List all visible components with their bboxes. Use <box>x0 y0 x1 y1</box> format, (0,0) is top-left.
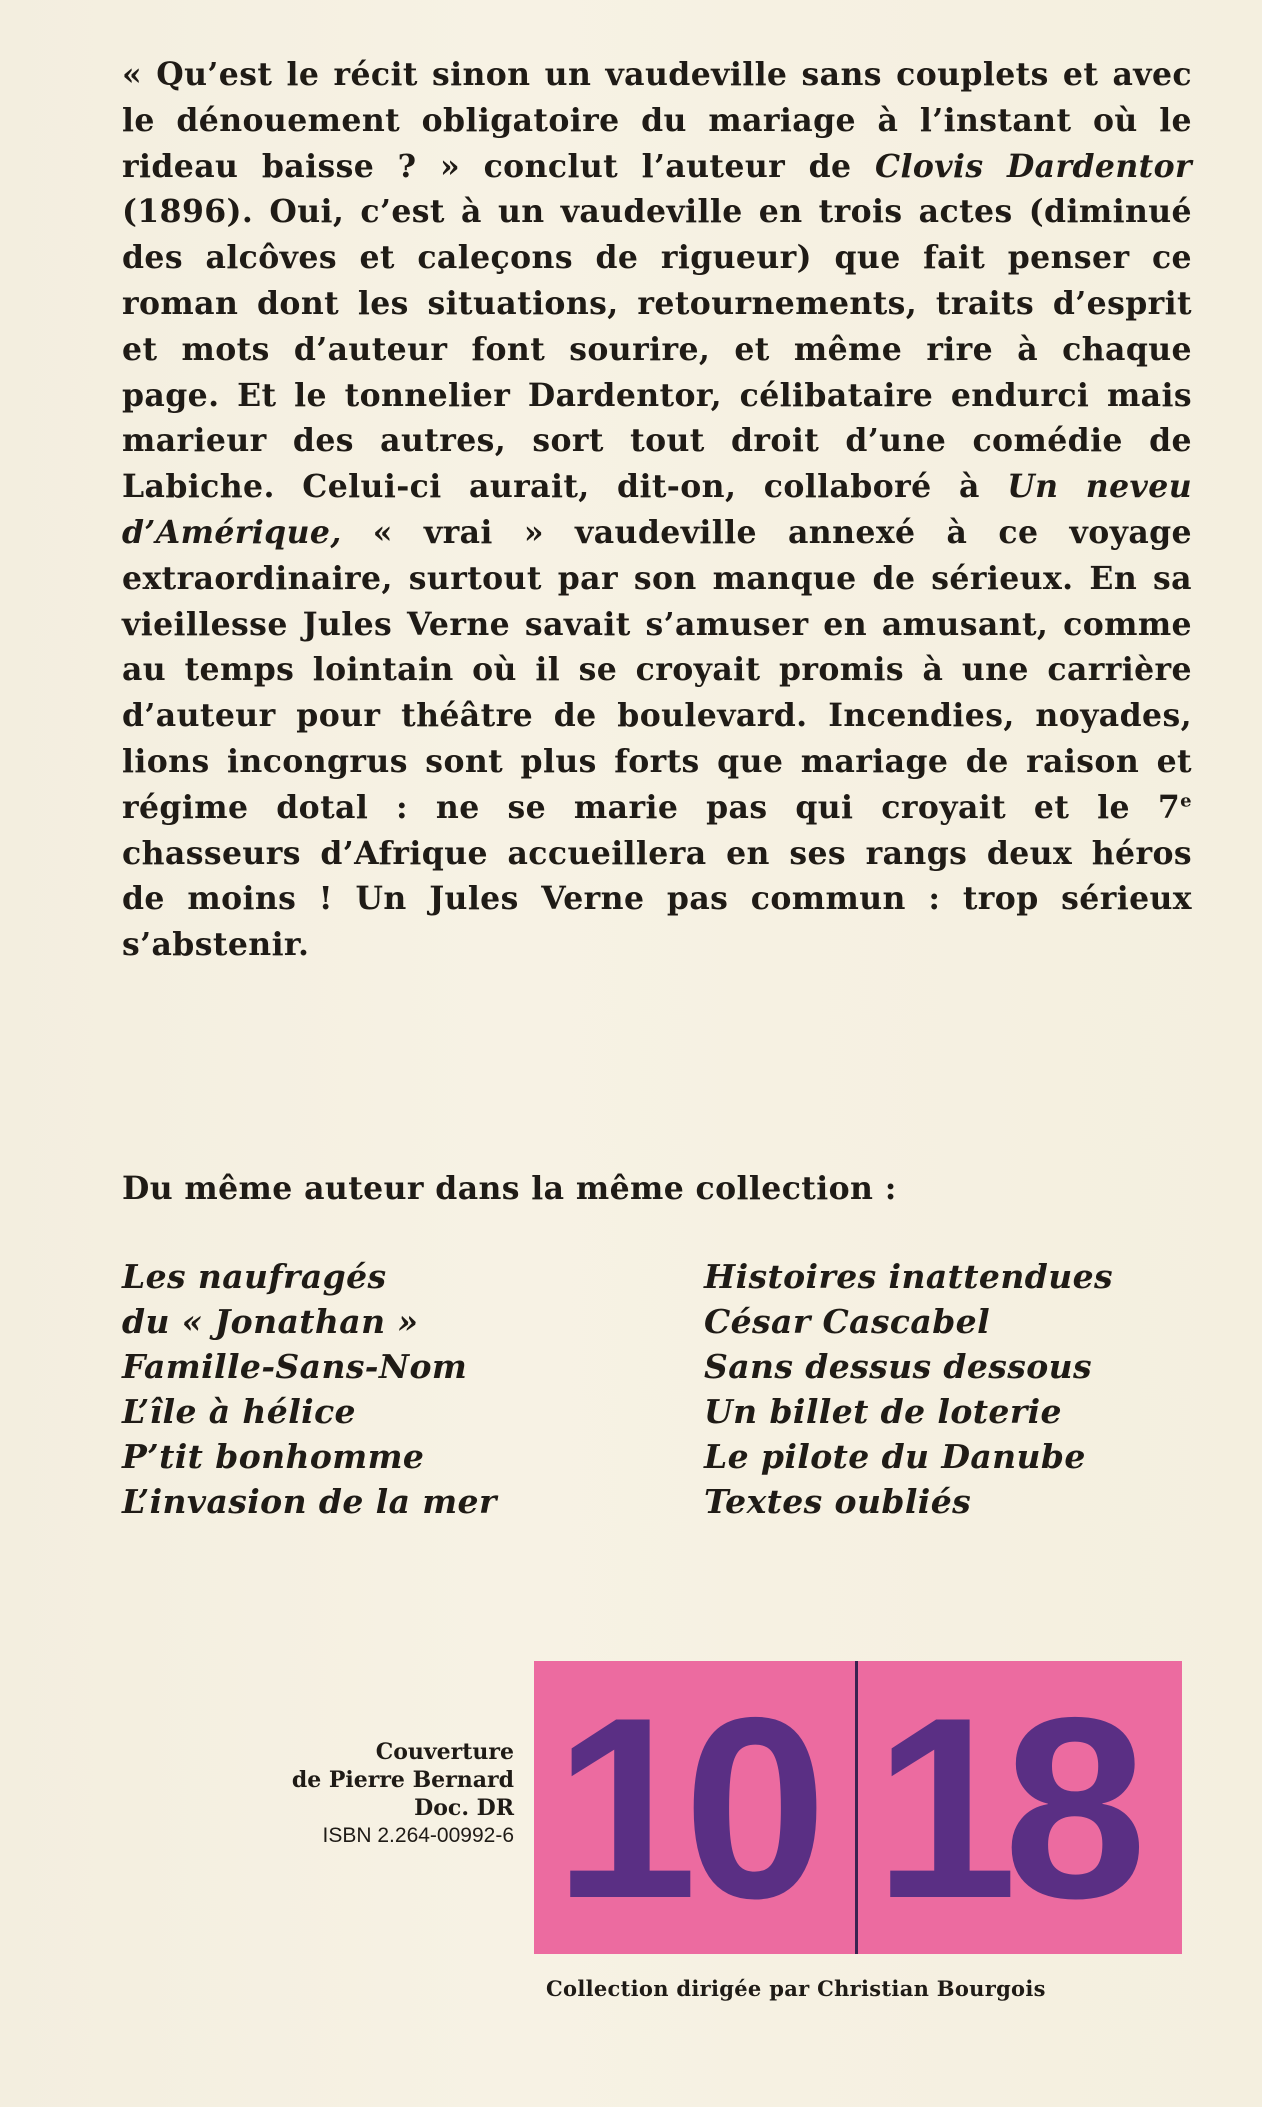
cover-credits <box>292 1738 514 1850</box>
publisher-logo-10-18 <box>534 1661 1182 1954</box>
isbn: ISBN 2.264-00992-6 <box>322 1824 514 1847</box>
blurb-superscript: e <box>1180 790 1192 812</box>
title-item: Le pilote du Danube <box>704 1437 1086 1476</box>
title-item: César Cascabel <box>704 1302 991 1341</box>
blurb-part-4: chasseurs d’Afrique accueillera en ses rangs deux héros de moins ! Un Jules Verne pas commun : trop sérieux s’abstenir. <box>122 834 1192 964</box>
title-item: Famille-Sans-Nom <box>122 1347 468 1386</box>
blurb-part-1: « Qu’est le récit sinon un vaudeville sans couplets et avec le dénouement obligatoire du mariage à l’instant où le rideau baisse ? » conclut l’auteur de <box>122 56 1192 185</box>
title-item: L’invasion de la mer <box>122 1482 497 1521</box>
credit-line-cover: Couverture <box>375 1739 514 1765</box>
title-item: Sans dessus dessous <box>704 1347 1092 1386</box>
titles-list-left <box>122 1254 497 1524</box>
blurb-title-un-neveu: Un neveu d’Amérique, <box>122 468 1192 551</box>
blurb-part-3: « vrai » vaudeville annexé à ce voyage extraordinaire, surtout par son manque de sérieux. En sa vieillesse Jules Verne savait s’amuser en amusant, comme au temps lointain où il se croyait promis à une carrière d’auteur pour théâtre de boulevard. Incendies, noyades, lions incongrus sont plus forts que mariage de raison et régime dotal : ne se marie pas qui croyait et le 7 <box>122 513 1192 826</box>
title-item: Un billet de loterie <box>704 1392 1062 1431</box>
collection-editor-line: Collection dirigée par Christian Bourgois <box>546 1976 1046 2001</box>
title-item: P’tit bonhomme <box>122 1437 425 1476</box>
blurb-part-2: (1896). Oui, c’est à un vaudeville en trois actes (diminué des alcôves et caleçons de rigueur) que fait penser ce roman dont les situations, retournements, traits d’esprit et mots d’auteur font sourire, et même rire à chaque page. Et le tonnelier Dardentor, célibataire endurci mais marieur des autres, sort tout droit d’une comédie de Labiche. Celui-ci aurait, dit-on, collaboré à <box>122 193 1192 506</box>
title-item: L’île à hélice <box>122 1392 356 1431</box>
title-item: Histoires inattendues <box>704 1257 1113 1296</box>
credit-line-doc: Doc. DR <box>414 1795 514 1821</box>
logo-divider <box>855 1661 858 1954</box>
same-author-heading: Du même auteur dans la même collection : <box>122 1170 897 1207</box>
credit-line-designer: de Pierre Bernard <box>291 1767 514 1793</box>
logo-number-18: 18 <box>874 1663 1133 1952</box>
titles-list-right <box>704 1254 1113 1524</box>
blurb-title-clovis-dardentor: Clovis Dardentor <box>875 147 1192 185</box>
logo-number-10: 10 <box>554 1663 813 1952</box>
title-item: Les naufragés <box>122 1257 387 1296</box>
title-item: du « Jonathan » <box>122 1302 419 1341</box>
title-item: Textes oubliés <box>704 1482 972 1521</box>
blurb-text <box>122 52 1192 968</box>
